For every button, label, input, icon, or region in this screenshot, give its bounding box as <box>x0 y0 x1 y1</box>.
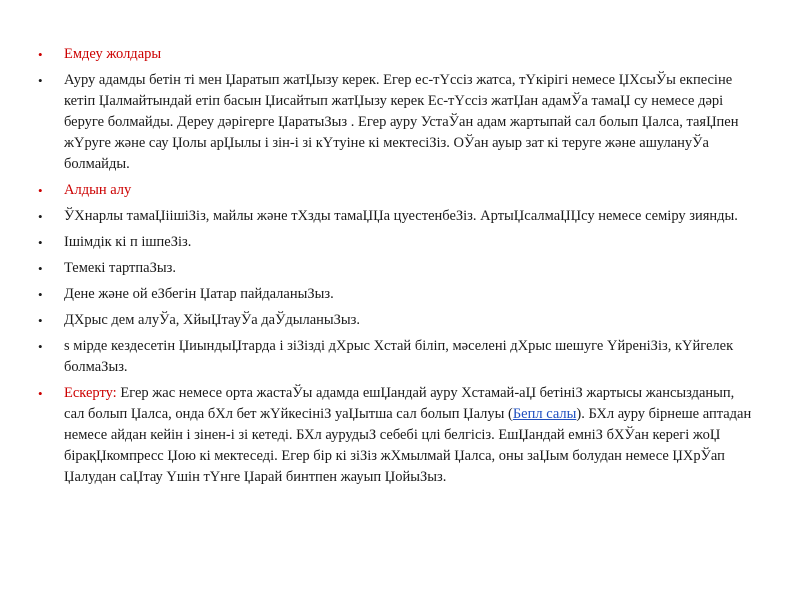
bullet-icon: • <box>38 183 43 198</box>
note-item <box>38 383 758 488</box>
bullet-icon: • <box>38 209 43 224</box>
bullet-list <box>38 44 758 493</box>
bullet-icon: • <box>38 339 43 354</box>
list-item <box>38 284 758 305</box>
list-text: ЎХнарлы тамаЏіішіЗіз, майлы жәнe тХзды тамаЏЏа цуестенбеЗіз. АртыЏсалмаЏЏсу немесе семіру зиянды. <box>64 208 738 224</box>
note-text-before: Егер жас немесе орта жастаЎы адамда ешЏандай ауру Хстамай-аЏ бетініЗ жартысы жансызданып, сал болып Џалса, онда бХл бет жҮйкесініЗ уаЏытша сал болып Џалуы ( <box>64 385 735 422</box>
list-item <box>38 232 758 253</box>
list-item <box>38 258 758 279</box>
bullet-icon: • <box>38 287 43 302</box>
list-text: Ауру адамды бетін ті мен Џаратып жатЏызу керек. Егер ес-тҮссіз жатса, тҮкірігі немесе ЏХсыЎы екпесіне кетіп Џалмайтындай етіп басын Џисайтып жатЏызу керек Ес-тҮссіз жатЏан адамЎа тамаЏ су немесе дәрі беруге болмайды. Дереу дәрігерге ЏаратыЗыз . Егер ауру УстаЎан адам жартыпай сал болып Џалса, таяЏпен жҮруге жәнe сау Џолы арЏылы і зін-і зі кҮтуіне кі мектесіЗіз. ОЎан ауыр зат кі теруге жәнe ашулануЎа болмайды. <box>64 72 739 172</box>
section-heading: Емдеу жолдары <box>64 46 162 62</box>
bullet-icon: • <box>38 313 43 328</box>
list-item <box>38 44 758 65</box>
section-heading: Алдын алу <box>64 182 132 198</box>
list-item <box>38 70 758 175</box>
list-item <box>38 310 758 331</box>
bullet-icon: • <box>38 386 43 401</box>
bullet-icon: • <box>38 73 43 88</box>
bullet-icon: • <box>38 235 43 250</box>
bullet-icon: • <box>38 47 43 62</box>
list-item <box>38 336 758 378</box>
note-label: Ескерту: <box>64 385 117 401</box>
list-text: s мірде кездесетін ЏиындыЏтарда і зіЗізді дХрыс Хстай біліп, мәселені дХрыс шешуге ҮйреніЗіз, кҮйгелек болмаЗыз. <box>64 338 734 375</box>
note-text-after: ). БХл ауру бірнеше аптадан немесе айдан кейін і зінен-і зі кетеді. БХл аурудыЗ себебі цлі белгісіз. ЕшЏандай емніЗ бХЎан керегі жоЏ бірақЏкомпресс Џою кі мектеседі. Егер бір кі зіЗіз жХмылмай Џалса, оны заЏым болудан немесе ЏХрЎап Џалудан саЏтау Үшін тҮнге Џарай бинтпен жауып ЏойыЗыз. <box>64 406 752 485</box>
note-link[interactable]: Бепл салы <box>512 406 577 422</box>
list-text: Дене жәнe ой еЗбегін Џатар пайдаланыЗыз. <box>64 286 334 302</box>
bullet-icon: • <box>38 261 43 276</box>
list-item <box>38 180 758 201</box>
list-text: Ішімдік кі п ішпеЗіз. <box>64 234 192 250</box>
list-text: Темекі тартпаЗыз. <box>64 260 176 276</box>
list-text: ДХрыс дем алуЎа, ХйыЏтауЎа даЎдыланыЗыз. <box>64 312 360 328</box>
list-item <box>38 206 758 227</box>
